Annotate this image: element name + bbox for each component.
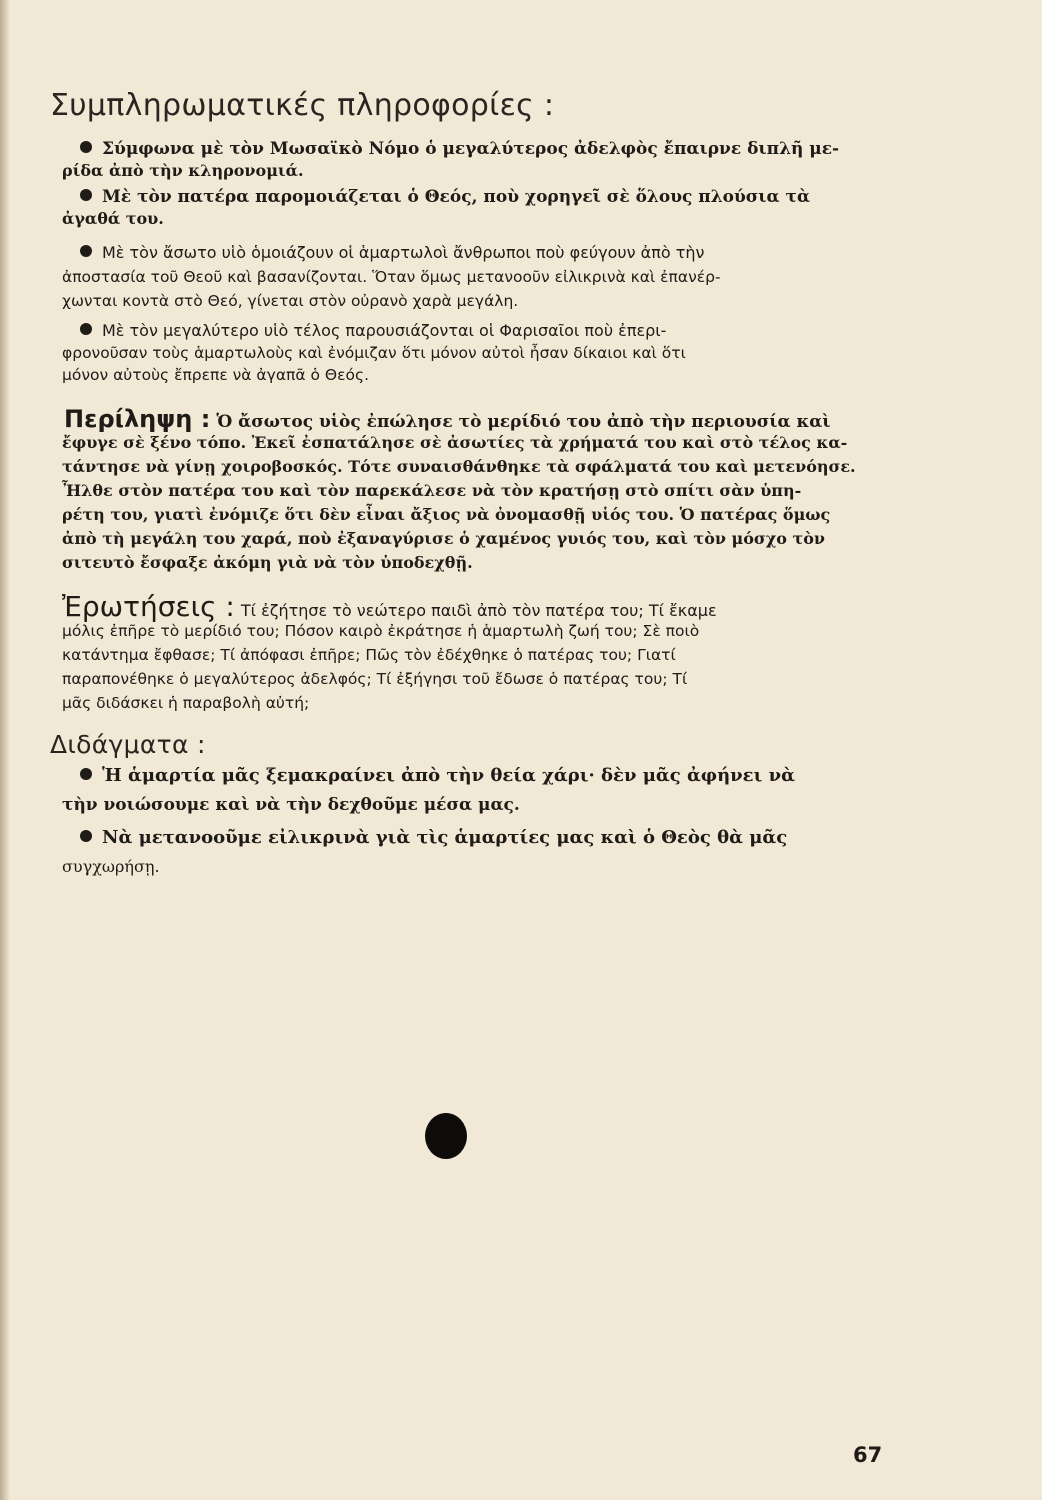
supplementary-item-1-cont: ρίδα ἀπὸ τὴν κληρονομιά. <box>62 161 304 180</box>
supplementary-item-3-cont-2: χωνται κοντὰ στὸ Θεό, γίνεται στὸν οὐρανὸ χαρὰ μεγάλη. <box>62 292 519 310</box>
questions-line-5: μᾶς διδάσκει ἡ παραβολὴ αὐτή; <box>62 694 310 712</box>
lessons-item-1: Ἡ ἁμαρτία μᾶς ξεμακραίνει ἀπὸ τὴν θεία χάρι· δὲν μᾶς ἀφήνει νὰ <box>80 764 862 788</box>
supplementary-item-4-cont-2: μόνον αὐτοὺς ἔπρεπε νὰ ἀγαπᾶ ὁ Θεός. <box>62 366 370 384</box>
bullet-icon <box>80 141 92 153</box>
lessons-heading: Διδάγματα : <box>50 730 206 759</box>
supplementary-item-3-cont-1: ἀποστασία τοῦ Θεοῦ καὶ βασανίζονται. Ὅταν ὅμως μετανοοῦν εἰλικρινὰ καὶ ἐπανέρ- <box>62 268 721 286</box>
summary-line-5: ρέτη του, γιατὶ ἐνόμιζε ὅτι δὲν εἶναι ἄξιος νὰ ὀνομασθῇ υἱός του. Ὁ πατέρας ὅμως <box>62 505 831 524</box>
bullet-icon <box>80 768 92 780</box>
lessons-item-1-cont: τὴν νοιώσουμε καὶ νὰ τὴν δεχθοῦμε μέσα μας. <box>62 795 520 815</box>
page-number: 67 <box>853 1443 883 1467</box>
bullet-icon <box>80 830 92 842</box>
supplementary-item-4-cont-1: φρονοῦσαν τοὺς ἁμαρτωλοὺς καὶ ἐνόμιζαν ὅτι μόνον αὐτοὶ ἦσαν δίκαιοι καὶ ὅτι <box>62 344 686 362</box>
summary-first-line: Περίληψη : Ὁ ἄσωτος υἱὸς ἐπώλησε τὸ μερίδιό του ἀπὸ τὴν περιουσία καὶ <box>64 405 831 433</box>
bullet-icon <box>80 245 92 257</box>
supplementary-item-3: Μὲ τὸν ἄσωτο υἱὸ ὁμοιάζουν οἱ ἁμαρτωλοὶ ἄνθρωποι ποὺ φεύγουν ἀπὸ τὴν <box>80 242 862 264</box>
supplementary-item-4: Μὲ τὸν μεγαλύτερο υἱὸ τέλος παρουσιάζονται οἱ Φαρισαῖοι ποὺ ἐπερι- <box>80 320 862 342</box>
questions-line-2: μόλις ἐπῆρε τὸ μερίδιό του; Πόσον καιρὸ ἐκράτησε ἡ ἁμαρτωλὴ ζωή του; Σὲ ποιὸ <box>62 622 700 640</box>
summary-line-6: ἀπὸ τὴ μεγάλη του χαρά, ποὺ ἐξαναγύρισε ὁ χαμένος γυιός του, καὶ τὸν μόσχο τὸν <box>62 529 826 548</box>
questions-line-3: κατάντημα ἔφθασε; Τί ἀπόφασι ἐπῆρε; Πῶς τὸν ἐδέχθηκε ὁ πατέρας του; Γιατί <box>62 646 676 664</box>
supplementary-heading: Συμπληρωματικές πληροφορίες : <box>50 88 555 123</box>
supplementary-item-2: Μὲ τὸν πατέρα παρομοιάζεται ὁ Θεός, ποὺ χορηγεῖ σὲ ὅλους πλούσια τὰ <box>80 186 862 208</box>
ink-dot-mark <box>425 1113 467 1159</box>
questions-line-4: παραπονέθηκε ὁ μεγαλύτερος ἀδελφός; Τί ἐξήγησι τοῦ ἔδωσε ὁ πατέρας του; Τί <box>62 670 688 688</box>
questions-heading: Ἐρωτήσεις : <box>62 590 235 623</box>
summary-line-3: τάντησε νὰ γίνῃ χοιροβοσκός. Τότε συναισθάνθηκε τὰ σφάλματά του καὶ μετενόησε. <box>62 457 856 476</box>
lessons-item-2: Νὰ μετανοοῦμε εἰλικρινὰ γιὰ τὶς ἁμαρτίες μας καὶ ὁ Θεὸς θὰ μᾶς <box>80 826 862 850</box>
summary-heading: Περίληψη : <box>64 405 211 433</box>
lessons-item-2-cont: συγχωρήσῃ. <box>62 857 160 876</box>
summary-line-2: ἔφυγε σὲ ξένο τόπο. Ἐκεῖ ἐσπατάλησε σὲ ἀσωτίες τὰ χρήματά του καὶ στὸ τέλος κα- <box>62 433 848 452</box>
summary-line-4: Ἦλθε στὸν πατέρα του καὶ τὸν παρεκάλεσε νὰ τὸν κρατήσῃ στὸ σπίτι σὰν ὑπη- <box>62 481 802 500</box>
supplementary-item-1: Σύμφωνα μὲ τὸν Μωσαϊκὸ Νόμο ὁ μεγαλύτερος ἀδελφὸς ἔπαιρνε διπλῆ με- <box>80 138 862 160</box>
summary-line-7: σιτευτὸ ἔσφαξε ἀκόμη γιὰ νὰ τὸν ὑποδεχθῇ. <box>62 553 473 572</box>
bullet-icon <box>80 323 92 335</box>
supplementary-item-2-cont: ἀγαθά του. <box>62 209 164 228</box>
bullet-icon <box>80 189 92 201</box>
questions-first-line: Ἐρωτήσεις : Τί ἐζήτησε τὸ νεώτερο παιδὶ ἀπὸ τὸν πατέρα του; Τί ἔκαμε <box>62 590 717 623</box>
